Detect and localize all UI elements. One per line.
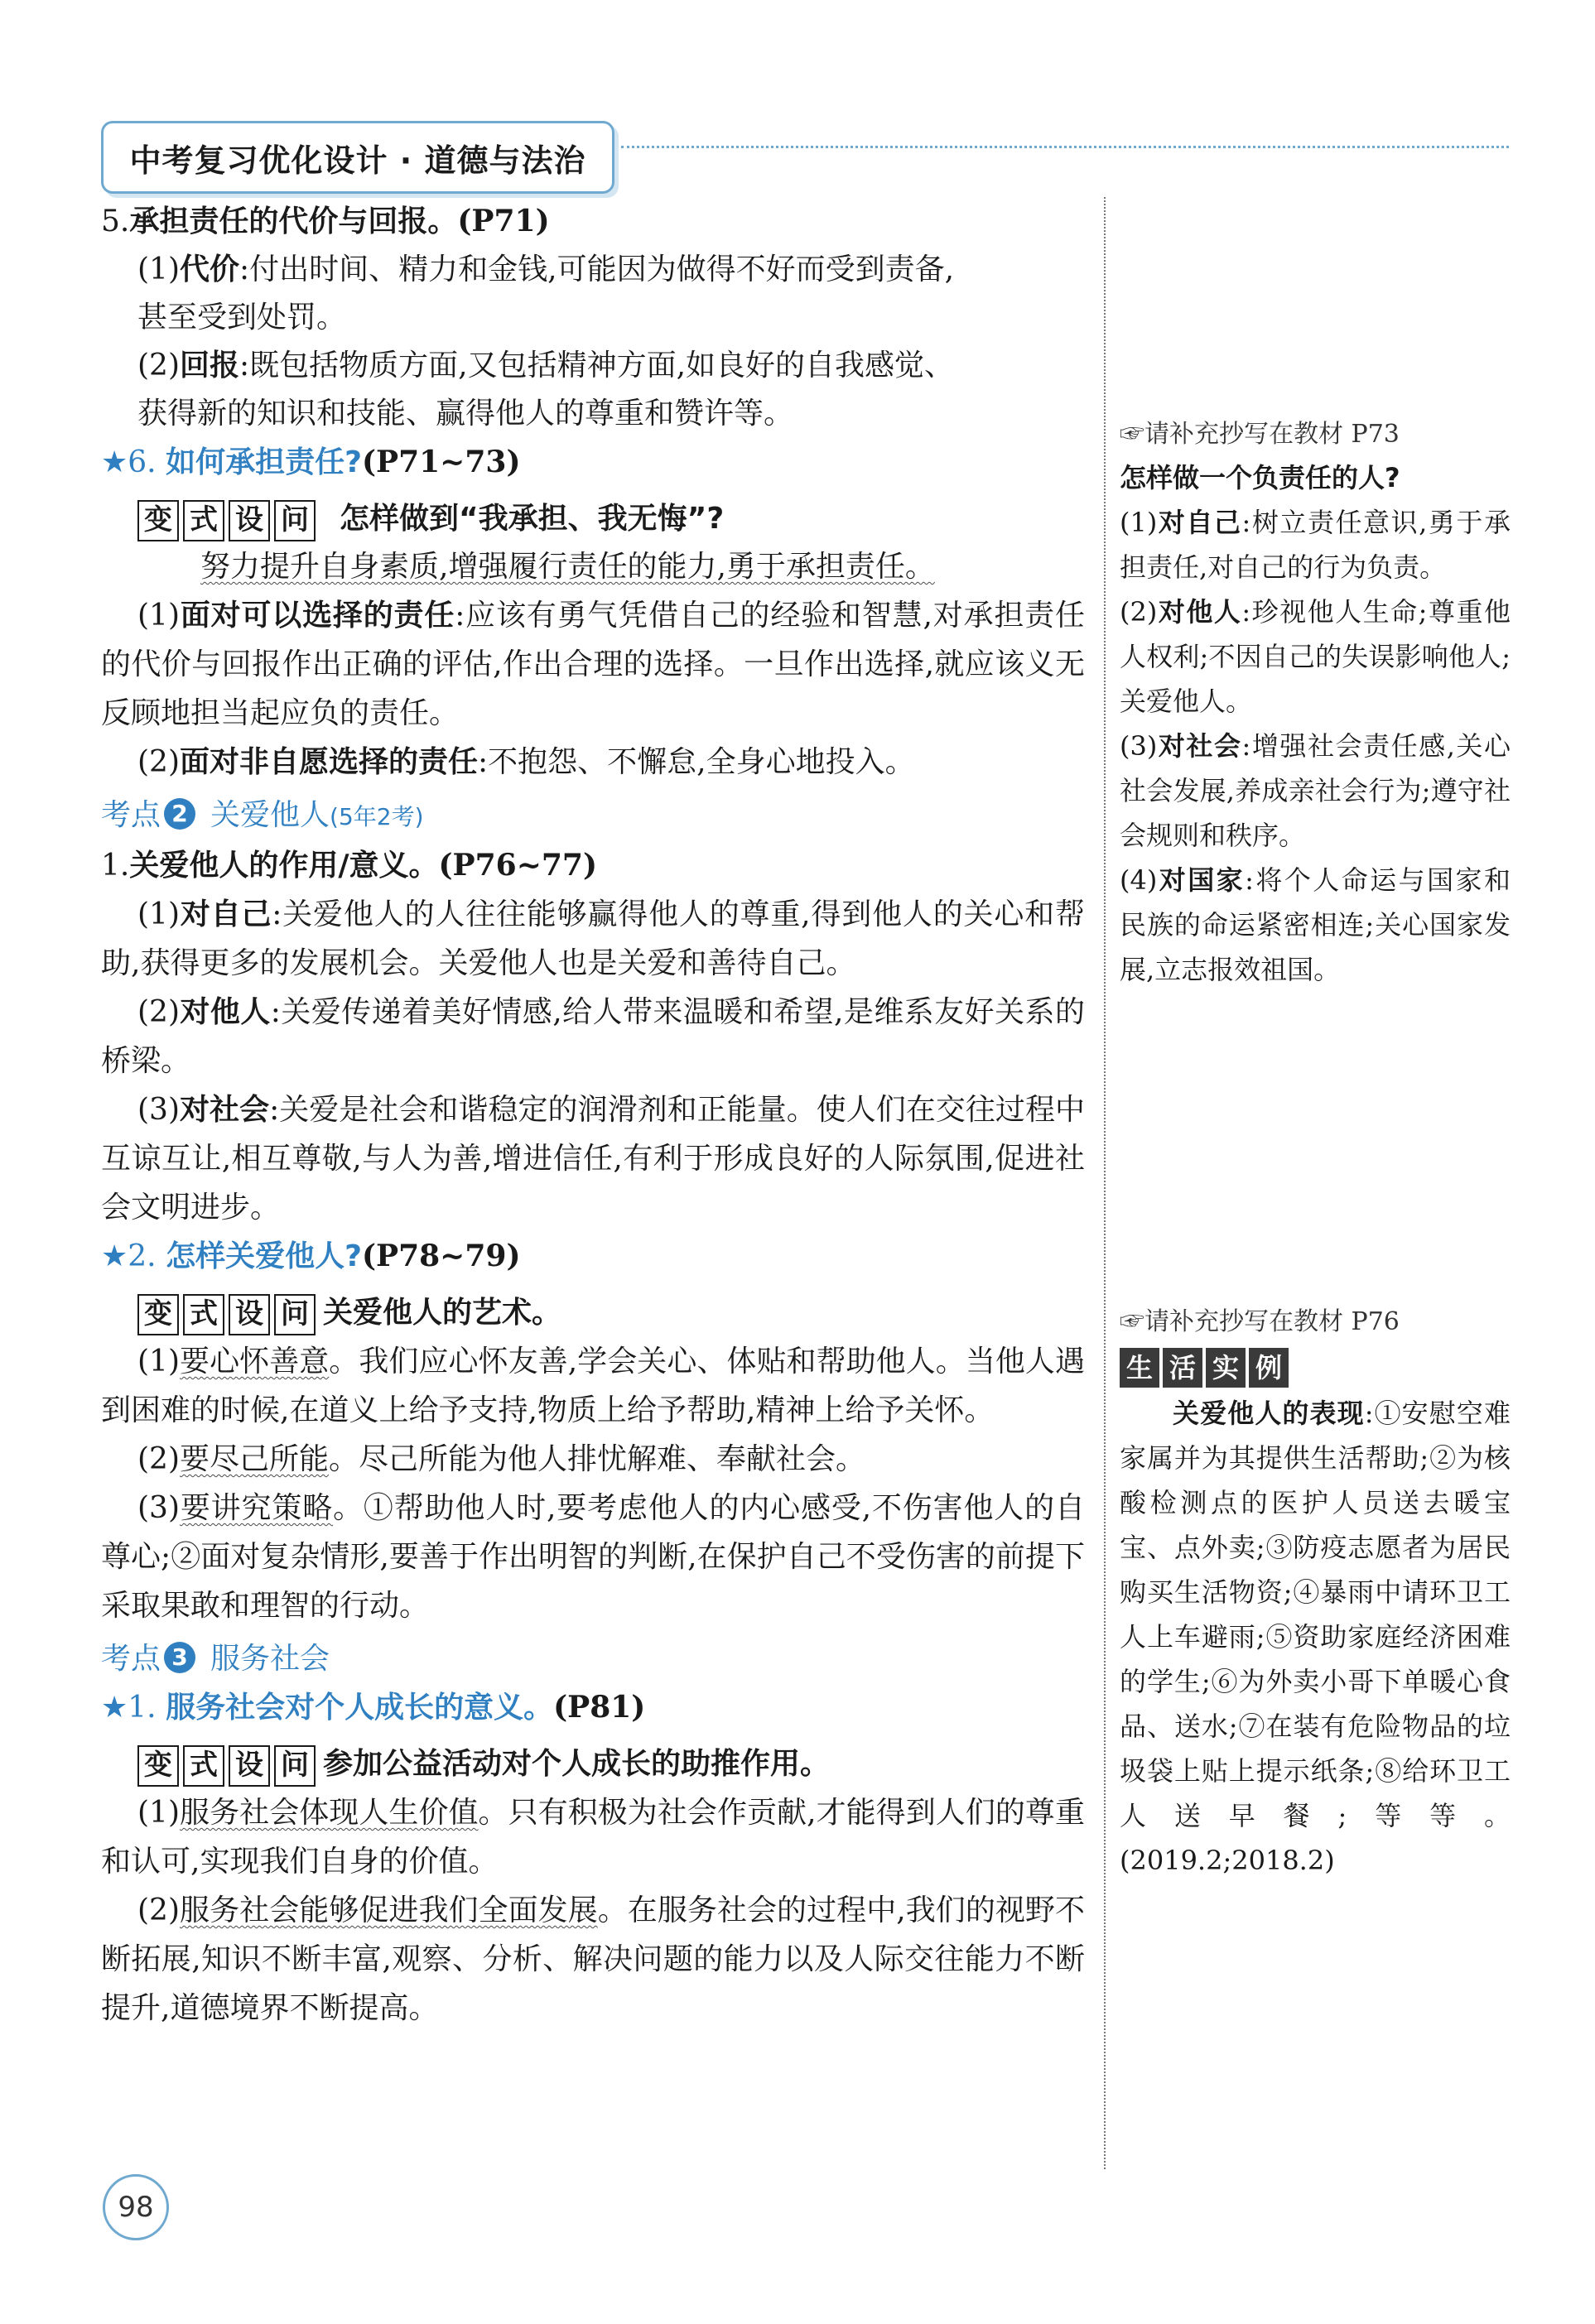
header-dotted-rule xyxy=(621,146,1509,148)
side-hint-2 xyxy=(1120,1302,1511,1343)
s31-p1-text: 。只有积极为社会作贡献,才能得到人们的尊重和认可,实现我们自身的价值。 xyxy=(101,1796,1085,1879)
sec6-number: 6. xyxy=(128,445,157,479)
side1-p3-label: (3) xyxy=(1120,730,1158,762)
s21-p3-label: (3) xyxy=(137,1093,180,1127)
sec5-p2-bold: 回报 xyxy=(180,349,240,383)
page-header-title: 中考复习优化设计 · 道德与法治 xyxy=(101,121,614,194)
bianshi-shewen-badge xyxy=(137,500,320,541)
s22-p2 xyxy=(101,1435,1085,1484)
sec5-number: 5. xyxy=(101,204,130,238)
side-hint-text: 请补充抄写在教材 P76 xyxy=(1144,1307,1400,1336)
page-number: 98 xyxy=(103,2174,169,2240)
s31-p2-label: (2) xyxy=(137,1893,180,1927)
s22-title: 怎样关爱他人? xyxy=(166,1239,362,1273)
side2-text xyxy=(1120,1391,1511,1883)
s22-p2-label: (2) xyxy=(137,1442,180,1476)
main-column xyxy=(101,197,1085,2033)
s31-p2-text: 。在服务社会的过程中,我们的视野不断拓展,知识不断丰富,观察、分析、解决问题的能力以及人际交往能力不断提升,道德境界不断提高。 xyxy=(101,1893,1085,2025)
side1-p4 xyxy=(1120,858,1511,992)
s31-p2 xyxy=(101,1886,1085,2033)
bianshi-shewen-badge xyxy=(137,1294,320,1335)
s22-p2-key: 要尽己所能 xyxy=(180,1442,330,1476)
s22-p2-text: 。尽己所能为他人排忧解难、奉献社会。 xyxy=(329,1442,866,1476)
badge-char: 问 xyxy=(274,500,316,541)
side1-p1-label: (1) xyxy=(1120,507,1158,538)
sec6-p1-text: :应该有勇气凭借自己的经验和智慧,对承担责任的代价与回报作出正确的评估,作出合理的选择。一旦作出选择,就应该义无反顾地担当起应负的责任。 xyxy=(101,599,1085,730)
side2-body: :①安慰空难家属并为其提供生活帮助;②为核酸检测点的医护人员送去暖宝宝、点外卖;③防疫志愿者为居民购买生活物资;④暴雨中请环卫工人上车避雨;⑤资助家庭经济困难的学生;⑥为外卖小哥下单暖心食品、送水;⑦在装有危险物品的垃圾袋上贴上提示纸条;⑧给环卫工人送早餐;等等。 xyxy=(1120,1398,1511,1831)
s31-p1-label: (1) xyxy=(137,1796,180,1830)
side-note-1 xyxy=(1120,414,1511,992)
sec6-p2-bold: 面对非自愿选择的责任 xyxy=(180,745,479,779)
s21-p2-label: (2) xyxy=(137,995,180,1029)
s22-p3-label: (3) xyxy=(137,1491,180,1525)
kaodian-3-heading xyxy=(101,1635,1085,1683)
side1-p1 xyxy=(1120,500,1511,589)
s21-p2-text: :关爱传递着美好情感,给人带来温暖和希望,是维系友好关系的桥梁。 xyxy=(101,995,1085,1078)
side1-p2-label: (2) xyxy=(1120,596,1158,628)
s22-p1-text: 。我们应心怀友善,学会关心、体贴和帮助他人。当他人遇到困难的时候,在道义上给予支持,物质上给予帮助,精神上给予关怀。 xyxy=(101,1345,1085,1427)
s22-ref: (P78~79) xyxy=(361,1239,521,1273)
column-divider xyxy=(1104,197,1106,2169)
s21-p3-bold: 对社会 xyxy=(180,1093,270,1127)
s22-p1 xyxy=(101,1337,1085,1435)
star-icon: ★ xyxy=(101,1239,128,1273)
badge-char: 设 xyxy=(229,1745,270,1787)
s21-p3-text: :关爱是社会和谐稳定的润滑剂和正能量。使人们在交往过程中互谅互让,相互尊敬,与人为善,增进信任,有利于形成良好的人际氛围,促进社会文明进步。 xyxy=(101,1093,1085,1225)
s22-question xyxy=(101,1289,1085,1337)
badge-char: 活 xyxy=(1163,1348,1202,1388)
s22-p3 xyxy=(101,1484,1085,1630)
kaodian-label: 考点 xyxy=(101,1642,161,1676)
s21-p2-bold: 对他人 xyxy=(180,995,271,1029)
badge-char: 变 xyxy=(137,1294,179,1335)
side-note-2 xyxy=(1120,1302,1511,1883)
s31-question xyxy=(101,1740,1085,1788)
badge-char: 变 xyxy=(137,1745,179,1787)
sec6-p1-bold: 面对可以选择的责任 xyxy=(180,599,455,633)
side1-p3-text: :增强社会责任感,关心社会发展,养成亲社会行为;遵守社会规则和秩序。 xyxy=(1120,730,1511,851)
s21-p2 xyxy=(101,988,1085,1085)
side1-p2-bold: 对他人 xyxy=(1157,596,1242,628)
s22-number: 2. xyxy=(128,1239,157,1273)
side-hint-1 xyxy=(1120,414,1511,455)
sec5-p1-line-a xyxy=(101,246,1085,294)
sec6-p1-label: (1) xyxy=(137,599,180,633)
sec6-p2 xyxy=(101,738,1085,787)
pointing-hand-icon: ☞ xyxy=(1120,1307,1144,1336)
s31-p1-key: 服务社会体现人生价值 xyxy=(180,1796,479,1830)
s22-heading xyxy=(101,1232,1085,1281)
sec5-p2-line-b xyxy=(101,390,1085,438)
badge-char: 设 xyxy=(229,1294,270,1335)
s31-p1 xyxy=(101,1788,1085,1886)
sec6-title: 如何承担责任? xyxy=(166,445,362,479)
s21-number: 1. xyxy=(101,849,130,883)
side-hint-text: 请补充抄写在教材 P73 xyxy=(1144,420,1400,449)
sec6-ref: (P71~73) xyxy=(361,445,521,479)
sec5-ref: (P71) xyxy=(457,204,550,238)
badge-char: 式 xyxy=(183,500,224,541)
side2-years: (2019.2;2018.2) xyxy=(1120,1845,1335,1876)
sec5-p1-bold: 代价 xyxy=(180,253,240,286)
s31-p2-key: 服务社会能够促进我们全面发展 xyxy=(180,1893,598,1927)
s21-title: 关爱他人的作用/意义。 xyxy=(129,849,439,883)
sec6-p2-label: (2) xyxy=(137,745,180,779)
s21-p1-bold: 对自己 xyxy=(180,897,272,931)
kaodian-title: 关爱他人 xyxy=(210,798,330,832)
badge-char: 生 xyxy=(1120,1348,1159,1388)
s21-ref: (P76~77) xyxy=(438,848,598,883)
sec6-p1 xyxy=(101,591,1085,738)
star-icon: ★ xyxy=(101,445,128,479)
s22-p1-key: 要心怀善意 xyxy=(180,1345,330,1379)
badge-char: 式 xyxy=(183,1294,224,1335)
sec5-p2-text-a: :既包括物质方面,又包括精神方面,如良好的自我感觉、 xyxy=(239,349,955,383)
side1-p3-bold: 对社会 xyxy=(1157,730,1242,762)
s22-p1-label: (1) xyxy=(137,1345,180,1379)
badge-char: 实 xyxy=(1206,1348,1246,1388)
s21-p1-label: (1) xyxy=(137,897,180,931)
sec6-heading xyxy=(101,438,1085,487)
s31-ref: (P81) xyxy=(553,1690,646,1725)
sec5-p1-text-a: :付出时间、精力和金钱,可能因为做得不好而受到责备, xyxy=(239,253,955,286)
badge-char: 问 xyxy=(274,1745,316,1787)
side1-p1-text: :树立责任意识,勇于承担责任,对自己的行为负责。 xyxy=(1120,507,1511,583)
sec5-p1-label: (1) xyxy=(137,253,180,286)
sec6-question-text: 怎样做到“我承担、我无悔”? xyxy=(340,502,725,536)
sec5-p2-text-b: 获得新的知识和技能、赢得他人的尊重和赞许等。 xyxy=(137,397,794,431)
s31-title: 服务社会对个人成长的意义。 xyxy=(166,1691,554,1725)
side1-p2 xyxy=(1120,589,1511,724)
kaodian-title: 服务社会 xyxy=(210,1642,330,1676)
side1-p4-text: :将个人命运与国家和民族的命运紧密相连;关心国家发展,立志报效祖国。 xyxy=(1120,864,1511,985)
pointing-hand-icon: ☞ xyxy=(1120,420,1144,449)
kaodian-number-badge: 3 xyxy=(164,1642,195,1673)
side1-p2-text: :珍视他人生命;尊重他人权利;不因自己的失误影响他人;关爱他人。 xyxy=(1120,596,1511,717)
shenghuo-shili-badge xyxy=(1120,1348,1292,1388)
side1-p4-bold: 对国家 xyxy=(1157,864,1246,896)
kaodian-label: 考点 xyxy=(101,798,161,832)
sec5-p2-line-a xyxy=(101,342,1085,390)
s22-p3-key: 要讲究策略 xyxy=(180,1491,334,1525)
sec5-title: 承担责任的代价与回报。 xyxy=(129,204,458,238)
s22-question-text: 关爱他人的艺术。 xyxy=(323,1296,562,1330)
badge-char: 问 xyxy=(274,1294,316,1335)
kaodian-note: (5年2考) xyxy=(330,803,424,830)
sec6-answer-text: 努力提升自身素质,增强履行责任的能力,勇于承担责任。 xyxy=(200,550,935,584)
s21-p3 xyxy=(101,1085,1085,1232)
sec5-p1-text-b: 甚至受到处罚。 xyxy=(137,301,347,334)
badge-char: 变 xyxy=(137,500,179,541)
s21-p1 xyxy=(101,890,1085,988)
kaodian-number-badge: 2 xyxy=(164,798,195,830)
side1-p1-bold: 对自己 xyxy=(1157,507,1242,538)
side1-p4-label: (4) xyxy=(1120,864,1158,896)
s31-number: 1. xyxy=(128,1691,157,1725)
s22-p3-text: 。①帮助他人时,要考虑他人的内心感受,不伤害他人的自尊心;②面对复杂情形,要善于作出明智的判断,在保护自己不受伤害的前提下采取果敢和理智的行动。 xyxy=(101,1491,1085,1623)
s31-heading xyxy=(101,1683,1085,1732)
sec5-p1-line-b xyxy=(101,294,1085,342)
sec6-answer xyxy=(101,543,1085,591)
badge-char: 式 xyxy=(183,1745,224,1787)
sec5-p2-label: (2) xyxy=(137,349,180,383)
s21-heading xyxy=(101,841,1085,890)
side-question: 怎样做一个负责任的人? xyxy=(1120,462,1400,493)
sec5-heading xyxy=(101,197,1085,246)
bianshi-shewen-badge xyxy=(137,1745,320,1787)
kaodian-2-heading xyxy=(101,792,1085,841)
badge-char: 例 xyxy=(1249,1348,1289,1388)
side1-p3 xyxy=(1120,724,1511,858)
sec6-question xyxy=(101,495,1085,543)
s31-question-text: 参加公益活动对个人成长的助推作用。 xyxy=(323,1747,831,1781)
star-icon: ★ xyxy=(101,1691,128,1725)
badge-char: 设 xyxy=(229,500,270,541)
s21-p1-text: :关爱他人的人往往能够赢得他人的尊重,得到他人的关心和帮助,获得更多的发展机会。关爱他人也是关爱和善待自己。 xyxy=(101,897,1085,980)
side2-bold: 关爱他人的表现 xyxy=(1173,1398,1365,1429)
sec6-p2-text: :不抱怨、不懈怠,全身心地投入。 xyxy=(478,745,915,779)
